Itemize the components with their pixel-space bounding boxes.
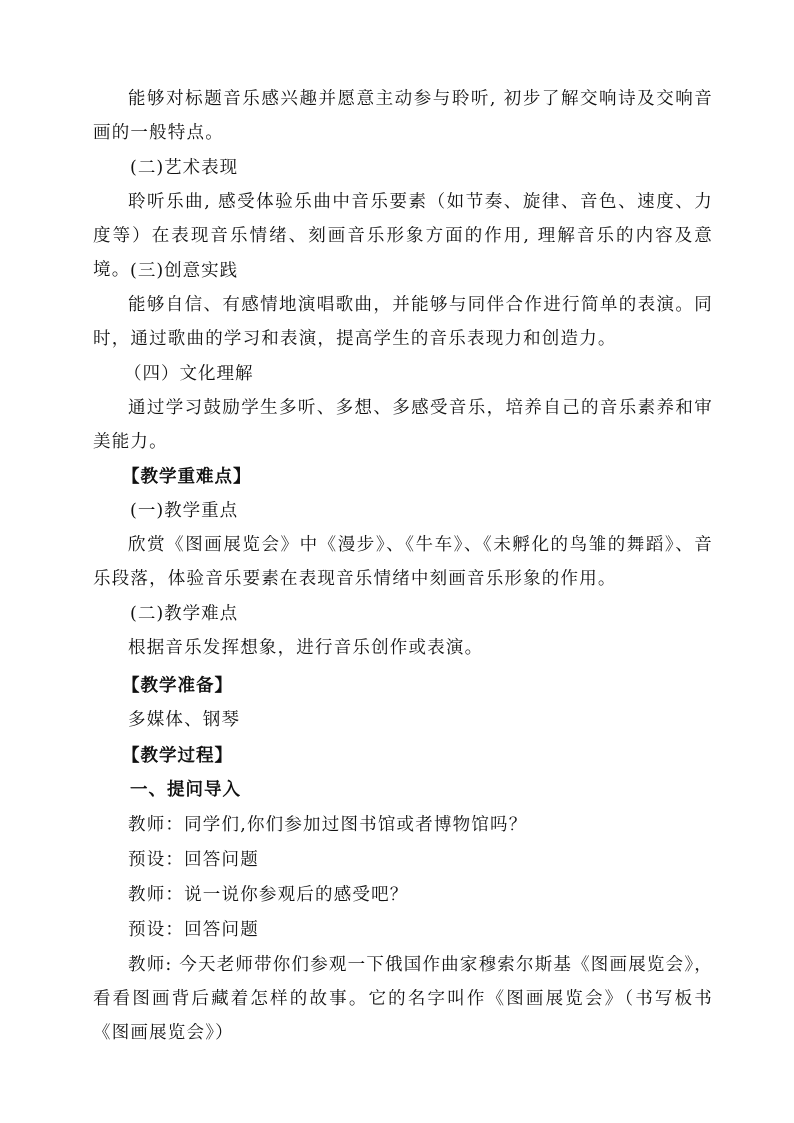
paragraph-cultural-understanding: 通过学习鼓励学生多听、多想、多感受音乐，培养自己的音乐素养和审美能力。: [93, 398, 713, 452]
paragraph-teaching-preparation: 多媒体、钢琴: [128, 710, 241, 730]
heading-cultural-understanding: （四）文化理解: [124, 364, 254, 384]
heading-teaching-preparation: 【教学准备】: [122, 676, 233, 696]
paragraph-teaching-difficulty: 根据音乐发挥想象，进行音乐创作或表演。: [128, 638, 484, 658]
heading-teaching-focus: (一)教学重点: [130, 501, 239, 521]
paragraph-creative-practice: 能够自信、有感情地演唱歌曲，并能够与同伴合作进行简单的表演。同时，通过歌曲的学习和表演，提高学生的音乐表现力和创造力。: [93, 295, 713, 349]
paragraph-teacher-intro: 教师: 今天老师带你们参观一下俄国作曲家穆索尔斯基《图画展览会》，看看图画背后藏着怎样的故事。它的名字叫作《图画展览会》（书写板书《图画展览会》）: [93, 955, 713, 1043]
dialogue-line-2: 预设：回答问题: [128, 850, 259, 870]
heading-creative-practice: (三)创意实践: [130, 261, 239, 281]
heading-artistic-expression: (二)艺术表现: [130, 158, 239, 178]
paragraph-teaching-focus: 欣赏《图画展览会》中《漫步》、《牛车》、《未孵化的鸟雏的舞蹈》、音乐段落，体验音乐要素在表现音乐情绪中刻画音乐形象的作用。: [93, 535, 713, 589]
paragraph-artistic-expression: 聆听乐曲, 感受体验乐曲中音乐要素（如节奏、旋律、音色、速度、力度等）在表现音乐情绪、刻画音乐形象方面的作用, 理解音乐的内容及意境。: [93, 192, 713, 280]
dialogue-line-3: 教师：说一说你参观后的感受吧？: [128, 885, 409, 905]
dialogue-line-1: 教师：同学们,你们参加过图书馆或者博物馆吗？: [128, 815, 528, 835]
dialogue-line-4: 预设：回答问题: [128, 920, 259, 940]
heading-question-intro: 一、提问导入: [130, 780, 241, 800]
heading-key-and-difficult-points: 【教学重难点】: [122, 467, 252, 487]
heading-teaching-process: 【教学过程】: [122, 746, 233, 766]
heading-teaching-difficulty: (二)教学难点: [130, 604, 239, 624]
paragraph-attitude: 能够对标题音乐感兴趣并愿意主动参与聆听, 初步了解交响诗及交响音画的一般特点。: [93, 89, 713, 143]
